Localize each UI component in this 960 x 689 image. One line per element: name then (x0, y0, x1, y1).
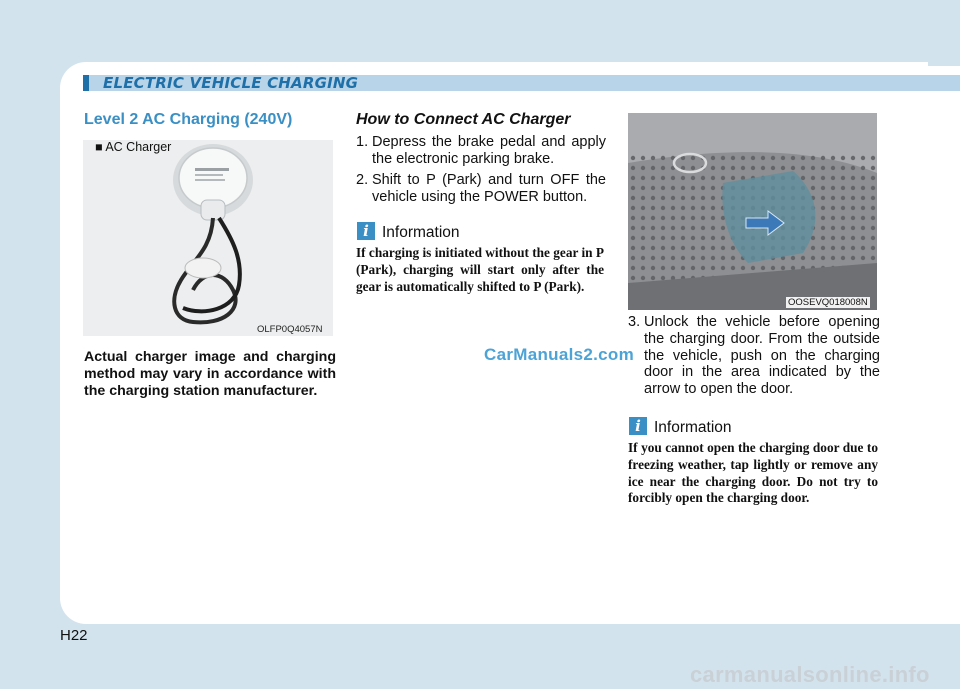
section-title: ELECTRIC VEHICLE CHARGING (103, 74, 359, 92)
info-heading: Information (382, 224, 460, 241)
ac-charger-photo (83, 140, 333, 336)
info-icon: i (357, 222, 375, 240)
photo-caption: ■ AC Charger (95, 140, 172, 154)
info-text: If you cannot open the charging door due to freezing weather, tap lightly or remove any ice near the charging door. Do not try to forcibly open the charging door. (628, 440, 878, 506)
step-text: Unlock the vehicle before opening the charging door. From the outside the vehicle, push on the charging door in the area indicated by the arrow to open the door. (644, 314, 880, 398)
photo-code: OOSEVQ018008N (788, 297, 868, 308)
how-to-heading: How to Connect AC Charger (356, 111, 571, 128)
info-text: If charging is initiated without the gear in P (Park), charging will start only after the gear is automatically shifted to P (Park). (356, 245, 604, 294)
step-2 (356, 172, 606, 206)
step-text: Shift to P (Park) and turn OFF the vehicle using the POWER button. (372, 172, 606, 205)
page-number: H22 (60, 627, 88, 644)
charger-note: Actual charger image and charging method may vary in accordance with the charging station manufacturer. (84, 349, 336, 399)
info-icon: i (629, 417, 647, 435)
step-text: Depress the brake pedal and apply the electronic parking brake. (372, 134, 606, 167)
charging-door-illustration (628, 113, 877, 310)
step-3 (628, 314, 880, 404)
step-1 (356, 134, 606, 168)
header-accent (83, 75, 89, 91)
watermark-link[interactable]: CarManuals2.com (484, 345, 634, 364)
ac-charger-illustration (83, 140, 333, 336)
level2-heading: Level 2 AC Charging (240V) (84, 111, 293, 128)
step-number: 3. (628, 314, 641, 330)
charging-door-photo (628, 113, 877, 310)
photo-code: OLFP0Q4057N (257, 324, 323, 335)
step-number: 2. (356, 172, 369, 188)
page-tab (928, 62, 960, 66)
footer-watermark: carmanualsonline.info (690, 662, 930, 687)
step-number: 1. (356, 134, 369, 150)
info-heading: Information (654, 419, 732, 436)
